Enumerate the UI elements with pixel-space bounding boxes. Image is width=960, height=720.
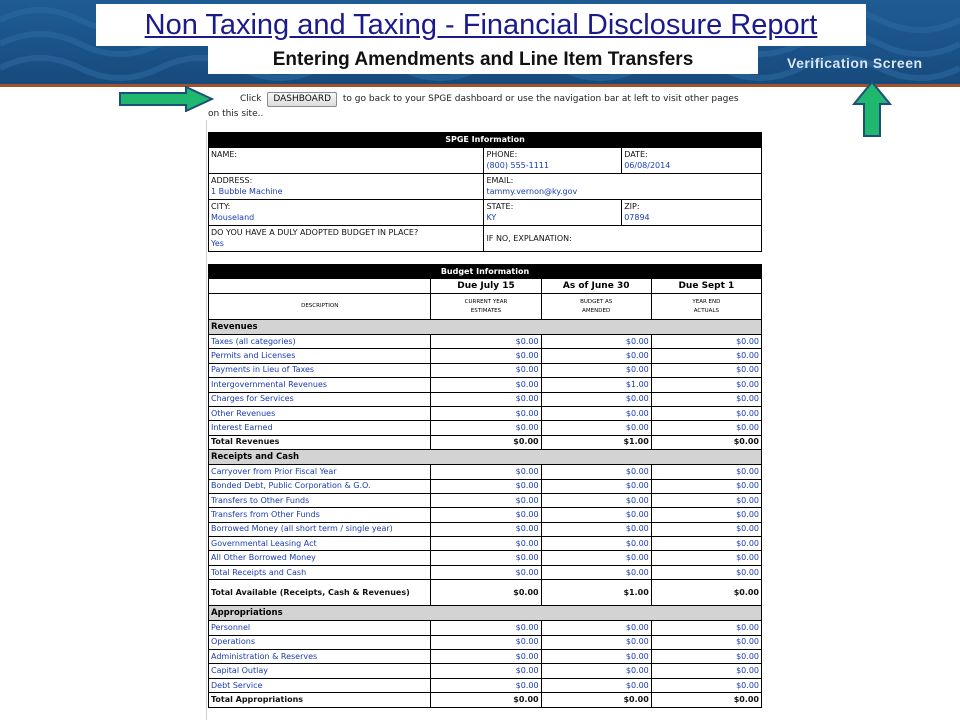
subtitle-box bbox=[208, 46, 758, 74]
budget-line-row bbox=[209, 363, 762, 377]
spge-header: SPGE Information bbox=[209, 133, 762, 148]
dashboard-button[interactable]: DASHBOARD bbox=[267, 92, 337, 107]
date-value: 06/08/2014 bbox=[624, 161, 671, 170]
section-title: Appropriations bbox=[209, 606, 762, 621]
section-total-row bbox=[209, 435, 762, 449]
line-item-label: Bonded Debt, Public Corporation & G.O. bbox=[209, 479, 431, 493]
line-item-amount: $0.00 bbox=[431, 406, 541, 420]
line-item-amount: $0.00 bbox=[431, 363, 541, 377]
budget-line-row bbox=[209, 635, 762, 649]
line-item-amount: $0.00 bbox=[541, 678, 651, 692]
year-end-line-2: ACTUALS bbox=[693, 307, 719, 314]
email-cell bbox=[484, 174, 762, 200]
zip-label: ZIP: bbox=[624, 202, 640, 211]
description-header: DESCRIPTION bbox=[209, 294, 431, 320]
budget-line-row bbox=[209, 406, 762, 420]
line-item-amount: $0.00 bbox=[431, 551, 541, 565]
budget-line-row bbox=[209, 508, 762, 522]
state-label: STATE: bbox=[486, 202, 514, 211]
line-item-amount: $0.00 bbox=[431, 508, 541, 522]
line-item-amount: $0.00 bbox=[651, 635, 761, 649]
title-box bbox=[96, 4, 866, 46]
line-item-amount: $0.00 bbox=[651, 664, 761, 678]
line-item-amount: $0.00 bbox=[541, 537, 651, 551]
phone-label: PHONE: bbox=[486, 150, 518, 159]
section-total-amount: $0.00 bbox=[651, 580, 761, 606]
line-item-amount: $0.00 bbox=[541, 650, 651, 664]
name-cell bbox=[209, 148, 484, 174]
arrow-right-icon bbox=[118, 86, 214, 112]
line-item-amount: $0.00 bbox=[541, 635, 651, 649]
state-value: KY bbox=[486, 213, 497, 222]
section-total-amount: $0.00 bbox=[651, 693, 761, 707]
budget-line-row bbox=[209, 621, 762, 635]
line-item-label: Debt Service bbox=[209, 678, 431, 692]
date-label: DATE: bbox=[624, 150, 648, 159]
instruction-suffix: to go back to your SPGE dashboard or use the navigation bar at left to visit other pages bbox=[342, 94, 739, 104]
line-item-amount: $0.00 bbox=[651, 551, 761, 565]
line-item-label: Payments in Lieu of Taxes bbox=[209, 363, 431, 377]
line-item-amount: $0.00 bbox=[431, 635, 541, 649]
line-item-amount: $0.00 bbox=[541, 664, 651, 678]
budget-amended-header bbox=[541, 294, 651, 320]
budget-header: Budget Information bbox=[209, 265, 762, 279]
budget-line-row bbox=[209, 392, 762, 406]
budget-line-row bbox=[209, 421, 762, 435]
line-item-amount: $0.00 bbox=[541, 406, 651, 420]
line-item-label: Capital Outlay bbox=[209, 664, 431, 678]
year-end-header bbox=[651, 294, 761, 320]
budget-line-row bbox=[209, 378, 762, 392]
budget-line-row bbox=[209, 551, 762, 565]
line-item-amount: $0.00 bbox=[651, 465, 761, 479]
line-item-amount: $0.00 bbox=[431, 479, 541, 493]
address-cell bbox=[209, 174, 484, 200]
budget-line-row bbox=[209, 335, 762, 349]
section-header-row bbox=[209, 320, 762, 335]
line-item-label: Permits and Licenses bbox=[209, 349, 431, 363]
email-label: EMAIL: bbox=[486, 176, 514, 185]
spge-information-table bbox=[208, 132, 762, 252]
line-item-amount: $0.00 bbox=[431, 421, 541, 435]
line-item-amount: $0.00 bbox=[431, 493, 541, 507]
name-label: NAME: bbox=[211, 150, 238, 159]
slide-title: Non Taxing and Taxing - Financial Disclosure Report bbox=[144, 9, 818, 41]
line-item-amount: $0.00 bbox=[651, 349, 761, 363]
line-item-amount: $0.00 bbox=[541, 392, 651, 406]
line-item-label: Taxes (all categories) bbox=[209, 335, 431, 349]
line-item-amount: $0.00 bbox=[431, 522, 541, 536]
instruction-line-1 bbox=[208, 92, 768, 107]
budget-line-row bbox=[209, 650, 762, 664]
budget-question-cell bbox=[209, 226, 484, 252]
slide-subtitle: Entering Amendments and Line Item Transfers bbox=[272, 49, 694, 70]
line-item-amount: $0.00 bbox=[651, 406, 761, 420]
zip-value: 07894 bbox=[624, 213, 650, 222]
current-year-line-1: CURRENT YEAR bbox=[464, 298, 508, 305]
section-total-label: Total Appropriations bbox=[209, 693, 431, 707]
line-item-label: Governmental Leasing Act bbox=[209, 537, 431, 551]
line-item-amount: $0.00 bbox=[651, 565, 761, 579]
budget-information-table bbox=[208, 264, 762, 708]
section-header-row bbox=[209, 606, 762, 621]
date-cell bbox=[622, 148, 762, 174]
line-item-amount: $0.00 bbox=[431, 664, 541, 678]
budget-question-label: DO YOU HAVE A DULY ADOPTED BUDGET IN PLACE? bbox=[211, 228, 419, 237]
line-item-amount: $0.00 bbox=[431, 392, 541, 406]
line-item-amount: $1.00 bbox=[541, 378, 651, 392]
address-value: 1 Bubble Machine bbox=[211, 187, 283, 196]
due-date-3: Due Sept 1 bbox=[651, 279, 761, 294]
city-value: Mouseland bbox=[211, 213, 255, 222]
current-year-header bbox=[431, 294, 541, 320]
line-item-label: Transfers from Other Funds bbox=[209, 508, 431, 522]
line-item-amount: $0.00 bbox=[431, 650, 541, 664]
section-total-amount: $1.00 bbox=[541, 435, 651, 449]
budget-amended-line-2: AMENDED bbox=[582, 307, 611, 314]
instruction-line-2: on this site.. bbox=[208, 109, 264, 119]
budget-line-row bbox=[209, 522, 762, 536]
line-item-amount: $0.00 bbox=[651, 479, 761, 493]
year-end-line-1: YEAR END bbox=[692, 298, 721, 305]
line-item-label: Total Receipts and Cash bbox=[209, 565, 431, 579]
budget-line-row bbox=[209, 537, 762, 551]
section-total-label: Total Revenues bbox=[209, 435, 431, 449]
line-item-amount: $0.00 bbox=[431, 621, 541, 635]
city-label: CITY: bbox=[211, 202, 231, 211]
due-date-1: Due July 15 bbox=[431, 279, 541, 294]
line-item-amount: $0.00 bbox=[541, 465, 651, 479]
section-total-row bbox=[209, 580, 762, 606]
line-item-amount: $0.00 bbox=[541, 508, 651, 522]
section-total-row bbox=[209, 693, 762, 707]
budget-question-value: Yes bbox=[211, 239, 224, 248]
line-item-amount: $0.00 bbox=[431, 378, 541, 392]
line-item-label: Operations bbox=[209, 635, 431, 649]
section-title: Revenues bbox=[209, 320, 762, 335]
email-value: tammy.vernon@ky.gov bbox=[486, 187, 578, 196]
line-item-amount: $0.00 bbox=[431, 335, 541, 349]
line-item-amount: $0.00 bbox=[541, 349, 651, 363]
line-item-amount: $0.00 bbox=[541, 551, 651, 565]
line-item-amount: $0.00 bbox=[651, 650, 761, 664]
phone-cell bbox=[484, 148, 622, 174]
line-item-amount: $0.00 bbox=[541, 335, 651, 349]
budget-line-row bbox=[209, 479, 762, 493]
budget-line-row bbox=[209, 493, 762, 507]
budget-amended-line-1: BUDGET AS bbox=[580, 298, 613, 305]
explanation-label: IF NO, EXPLANATION: bbox=[486, 234, 572, 243]
dashboard-instruction bbox=[208, 92, 768, 121]
line-item-label: Charges for Services bbox=[209, 392, 431, 406]
budget-line-row bbox=[209, 465, 762, 479]
line-item-amount: $0.00 bbox=[651, 363, 761, 377]
section-total-label: Total Available (Receipts, Cash & Revenues) bbox=[209, 580, 431, 606]
line-item-amount: $0.00 bbox=[541, 621, 651, 635]
line-item-amount: $0.00 bbox=[651, 522, 761, 536]
line-item-amount: $0.00 bbox=[431, 678, 541, 692]
line-item-label: Carryover from Prior Fiscal Year bbox=[209, 465, 431, 479]
line-item-label: Borrowed Money (all short term / single year) bbox=[209, 522, 431, 536]
arrow-up-icon bbox=[852, 80, 892, 138]
section-total-amount: $0.00 bbox=[431, 435, 541, 449]
explanation-cell bbox=[484, 226, 762, 252]
section-total-amount: $1.00 bbox=[541, 580, 651, 606]
line-item-amount: $0.00 bbox=[541, 522, 651, 536]
line-item-amount: $0.00 bbox=[651, 335, 761, 349]
budget-line-row bbox=[209, 349, 762, 363]
line-item-amount: $0.00 bbox=[651, 621, 761, 635]
zip-cell bbox=[622, 200, 762, 226]
address-label: ADDRESS: bbox=[211, 176, 253, 185]
line-item-amount: $0.00 bbox=[651, 508, 761, 522]
due-empty-cell bbox=[209, 279, 431, 294]
header-banner bbox=[0, 0, 960, 86]
line-item-amount: $0.00 bbox=[651, 537, 761, 551]
line-item-amount: $0.00 bbox=[431, 465, 541, 479]
line-item-label: Personnel bbox=[209, 621, 431, 635]
line-item-amount: $0.00 bbox=[541, 363, 651, 377]
section-title: Receipts and Cash bbox=[209, 450, 762, 465]
budget-line-row bbox=[209, 678, 762, 692]
line-item-amount: $0.00 bbox=[651, 421, 761, 435]
section-total-amount: $0.00 bbox=[431, 693, 541, 707]
line-item-label: Interest Earned bbox=[209, 421, 431, 435]
line-item-amount: $0.00 bbox=[651, 493, 761, 507]
line-item-amount: $0.00 bbox=[541, 493, 651, 507]
due-date-2: As of June 30 bbox=[541, 279, 651, 294]
section-total-amount: $0.00 bbox=[431, 580, 541, 606]
line-item-amount: $0.00 bbox=[431, 565, 541, 579]
line-item-label: Other Revenues bbox=[209, 406, 431, 420]
line-item-amount: $0.00 bbox=[651, 378, 761, 392]
verification-screen-label: Verification Screen bbox=[787, 55, 923, 71]
budget-line-row bbox=[209, 565, 762, 579]
line-item-amount: $0.00 bbox=[651, 678, 761, 692]
city-cell bbox=[209, 200, 484, 226]
budget-body bbox=[209, 320, 762, 708]
line-item-amount: $0.00 bbox=[431, 349, 541, 363]
line-item-amount: $0.00 bbox=[651, 392, 761, 406]
line-item-label: Administration & Reserves bbox=[209, 650, 431, 664]
line-item-label: Transfers to Other Funds bbox=[209, 493, 431, 507]
current-year-line-2: ESTIMATES bbox=[470, 307, 502, 314]
line-item-amount: $0.00 bbox=[541, 565, 651, 579]
budget-line-row bbox=[209, 664, 762, 678]
state-cell bbox=[484, 200, 622, 226]
line-item-label: Intergovernmental Revenues bbox=[209, 378, 431, 392]
section-total-amount: $0.00 bbox=[651, 435, 761, 449]
line-item-label: All Other Borrowed Money bbox=[209, 551, 431, 565]
line-item-amount: $0.00 bbox=[541, 479, 651, 493]
phone-value: (800) 555-1111 bbox=[486, 161, 550, 170]
instruction-prefix: Click bbox=[240, 94, 262, 104]
section-total-amount: $0.00 bbox=[541, 693, 651, 707]
line-item-amount: $0.00 bbox=[431, 537, 541, 551]
section-header-row bbox=[209, 450, 762, 465]
line-item-amount: $0.00 bbox=[541, 421, 651, 435]
